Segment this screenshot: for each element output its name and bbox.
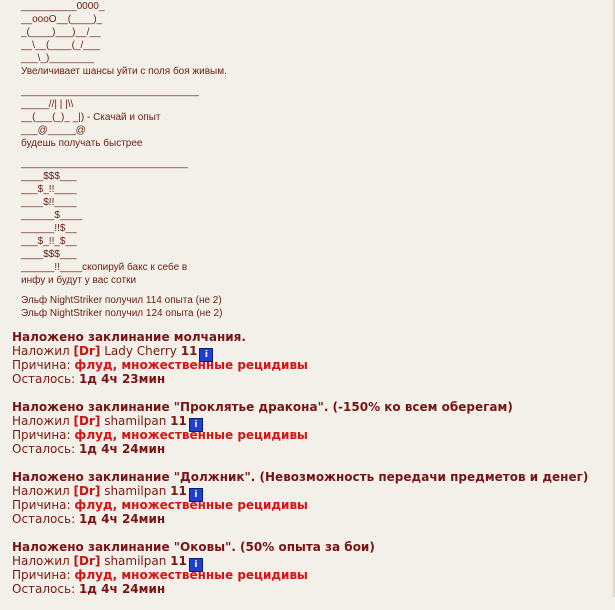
chat-line: __________0000_ [21, 1, 105, 12]
clan-tag: [Dr] [73, 484, 101, 498]
chat-spacer [21, 78, 227, 85]
cast-by-label: Наложил [12, 414, 70, 428]
remaining-time: 1д 4ч 24мин [78, 512, 166, 526]
chat-line: Увеличивает шансы уйти с поля боя живым. [21, 66, 227, 77]
reason-text: флуд, множественные рецидивы [74, 568, 308, 582]
remaining-label: Осталось: [12, 582, 76, 596]
chat-line: Эльф NightStriker получил 114 опыта (не 2) [21, 295, 222, 306]
remaining-time: 1д 4ч 24мин [78, 582, 166, 596]
reason-label: Причина: [12, 358, 71, 372]
cast-by-label: Наложил [12, 484, 70, 498]
chat-spacer [21, 287, 227, 294]
clan-tag: [Dr] [73, 344, 101, 358]
caster-name[interactable]: shamilpan [104, 414, 167, 428]
caster-level: 11 [170, 554, 187, 568]
reason-text: флуд, множественные рецидивы [74, 498, 308, 512]
spell-notice [12, 470, 612, 526]
caster-name[interactable]: Lady Cherry [104, 344, 177, 358]
caster-name[interactable]: shamilpan [104, 484, 167, 498]
spell-notice [12, 540, 612, 596]
remaining-label: Осталось: [12, 512, 76, 526]
chat-line: Эльф NightStriker получил 124 опыта (не 2) [21, 308, 223, 319]
caster-level: 11 [170, 484, 187, 498]
chat-line: __(___(_)_ _|) - Скачай и опыт [21, 112, 161, 123]
chat-line: ____$$$___ [21, 249, 77, 260]
remaining-time: 1д 4ч 23мин [78, 372, 166, 386]
remaining-label: Осталось: [12, 442, 76, 456]
chat-spacer [21, 150, 227, 157]
reason-label: Причина: [12, 428, 71, 442]
chat-line: _____//| | |\\ [21, 99, 74, 110]
spell-notice [12, 330, 612, 386]
chat-line: ______________________________ [21, 158, 188, 169]
clan-tag: [Dr] [73, 554, 101, 568]
spell-title: Наложено заклинание молчания. [12, 330, 246, 344]
reason-text: флуд, множественные рецидивы [74, 428, 308, 442]
spell-title: Наложено заклинание "Оковы". (50% опыта за бои) [12, 540, 375, 554]
chat-line: инфу и будут у вас сотки [21, 275, 137, 286]
info-icon[interactable]: i [189, 418, 203, 432]
reason-label: Причина: [12, 568, 71, 582]
chat-art-block [21, 0, 227, 320]
chat-line: ___$_!!_$__ [21, 236, 77, 247]
chat-line: ____$!!____ [21, 197, 77, 208]
chat-line: __\__(____(_/___ [21, 40, 100, 51]
chat-line: ____$$$___ [21, 171, 77, 182]
chat-line: ______!!____скопируй бакс к себе в [21, 262, 188, 273]
chat-line: ___\_)________ [21, 53, 94, 64]
chat-line: ______$____ [21, 210, 83, 221]
remaining-label: Осталось: [12, 372, 76, 386]
chat-line: ___$_!!____ [21, 184, 77, 195]
caster-level: 11 [170, 414, 187, 428]
spell-title: Наложено заклинание "Проклятье дракона". (-150% ко всем оберегам) [12, 400, 513, 414]
spell-title: Наложено заклинание "Должник". (Невозможность передачи предметов и денег) [12, 470, 589, 484]
reason-text: флуд, множественные рецидивы [74, 358, 308, 372]
remaining-time: 1д 4ч 24мин [78, 442, 166, 456]
chat-line: __oooO__(____)_ [21, 14, 103, 25]
reason-label: Причина: [12, 498, 71, 512]
caster-level: 11 [180, 344, 198, 358]
chat-line: ________________________________ [21, 86, 199, 97]
cast-by-label: Наложил [12, 554, 70, 568]
chat-line: будешь получать быстрее [21, 138, 143, 149]
clan-tag: [Dr] [73, 414, 101, 428]
caster-name[interactable]: shamilpan [104, 554, 167, 568]
spell-notices [12, 330, 612, 610]
chat-line: _(____)___)__/__ [21, 27, 101, 38]
info-icon[interactable]: i [189, 558, 203, 572]
spell-notice [12, 400, 612, 456]
chat-line: ___@_____@ [21, 125, 86, 136]
info-icon[interactable]: i [199, 348, 213, 362]
info-icon[interactable]: i [189, 488, 203, 502]
cast-by-label: Наложил [12, 344, 70, 358]
chat-line: ______!!$__ [21, 223, 77, 234]
